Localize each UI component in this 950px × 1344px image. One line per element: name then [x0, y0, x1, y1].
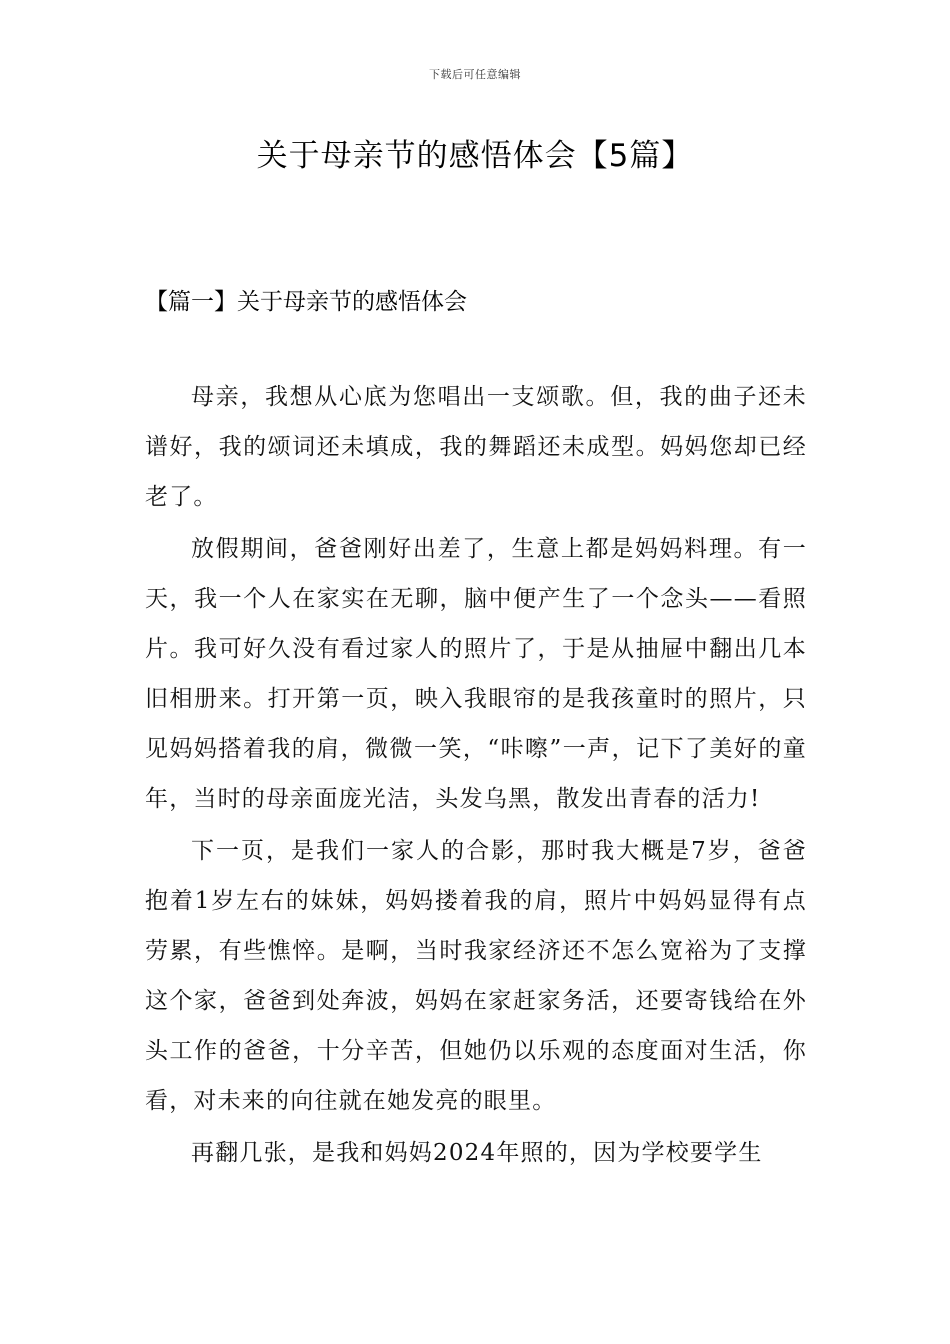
paragraph-3: 下一页，是我们一家人的合影，那时我大概是7岁，爸爸抱着1岁左右的妹妹，妈妈搂着我的肩，照片中妈妈显得有点劳累，有些憔悴。是啊，当时我家经济还不怎么宽裕为了支撑这个家，爸爸到处奔波，妈妈在家赶家务活，还要寄钱给在外头工作的爸爸，十分辛苦，但她仍以乐观的态度面对生活，你看，对未来的向往就在她发亮的眼里。	[145, 838, 807, 1114]
paragraph-2: 放假期间，爸爸刚好出差了，生意上都是妈妈料理。有一天，我一个人在家实在无聊，脑中便产生了一个念头——看照片。我可好久没有看过家人的照片了，于是从抽屉中翻出几本旧相册来。打开第一页，映入我眼帘的是我孩童时的照片，只见妈妈搭着我的肩，微微一笑，“咔嚓”一声，记下了美好的童年，当时的母亲面庞光洁，头发乌黑，散发出青春的活力!	[145, 536, 807, 812]
header-note: 下载后可任意编辑	[429, 68, 521, 81]
paragraph-4: 再翻几张，是我和妈妈2024年照的，因为学校要学生	[191, 1140, 763, 1166]
section-heading: 【篇一】关于母亲节的感悟体会	[145, 289, 467, 315]
document-title: 关于母亲节的感悟体会【5篇】	[256, 138, 694, 174]
article-body	[145, 372, 807, 1180]
paragraph-1: 母亲，我想从心底为您唱出一支颂歌。但，我的曲子还未谱好，我的颂词还未填成，我的舞蹈还未成型。妈妈您却已经老了。	[145, 384, 807, 510]
